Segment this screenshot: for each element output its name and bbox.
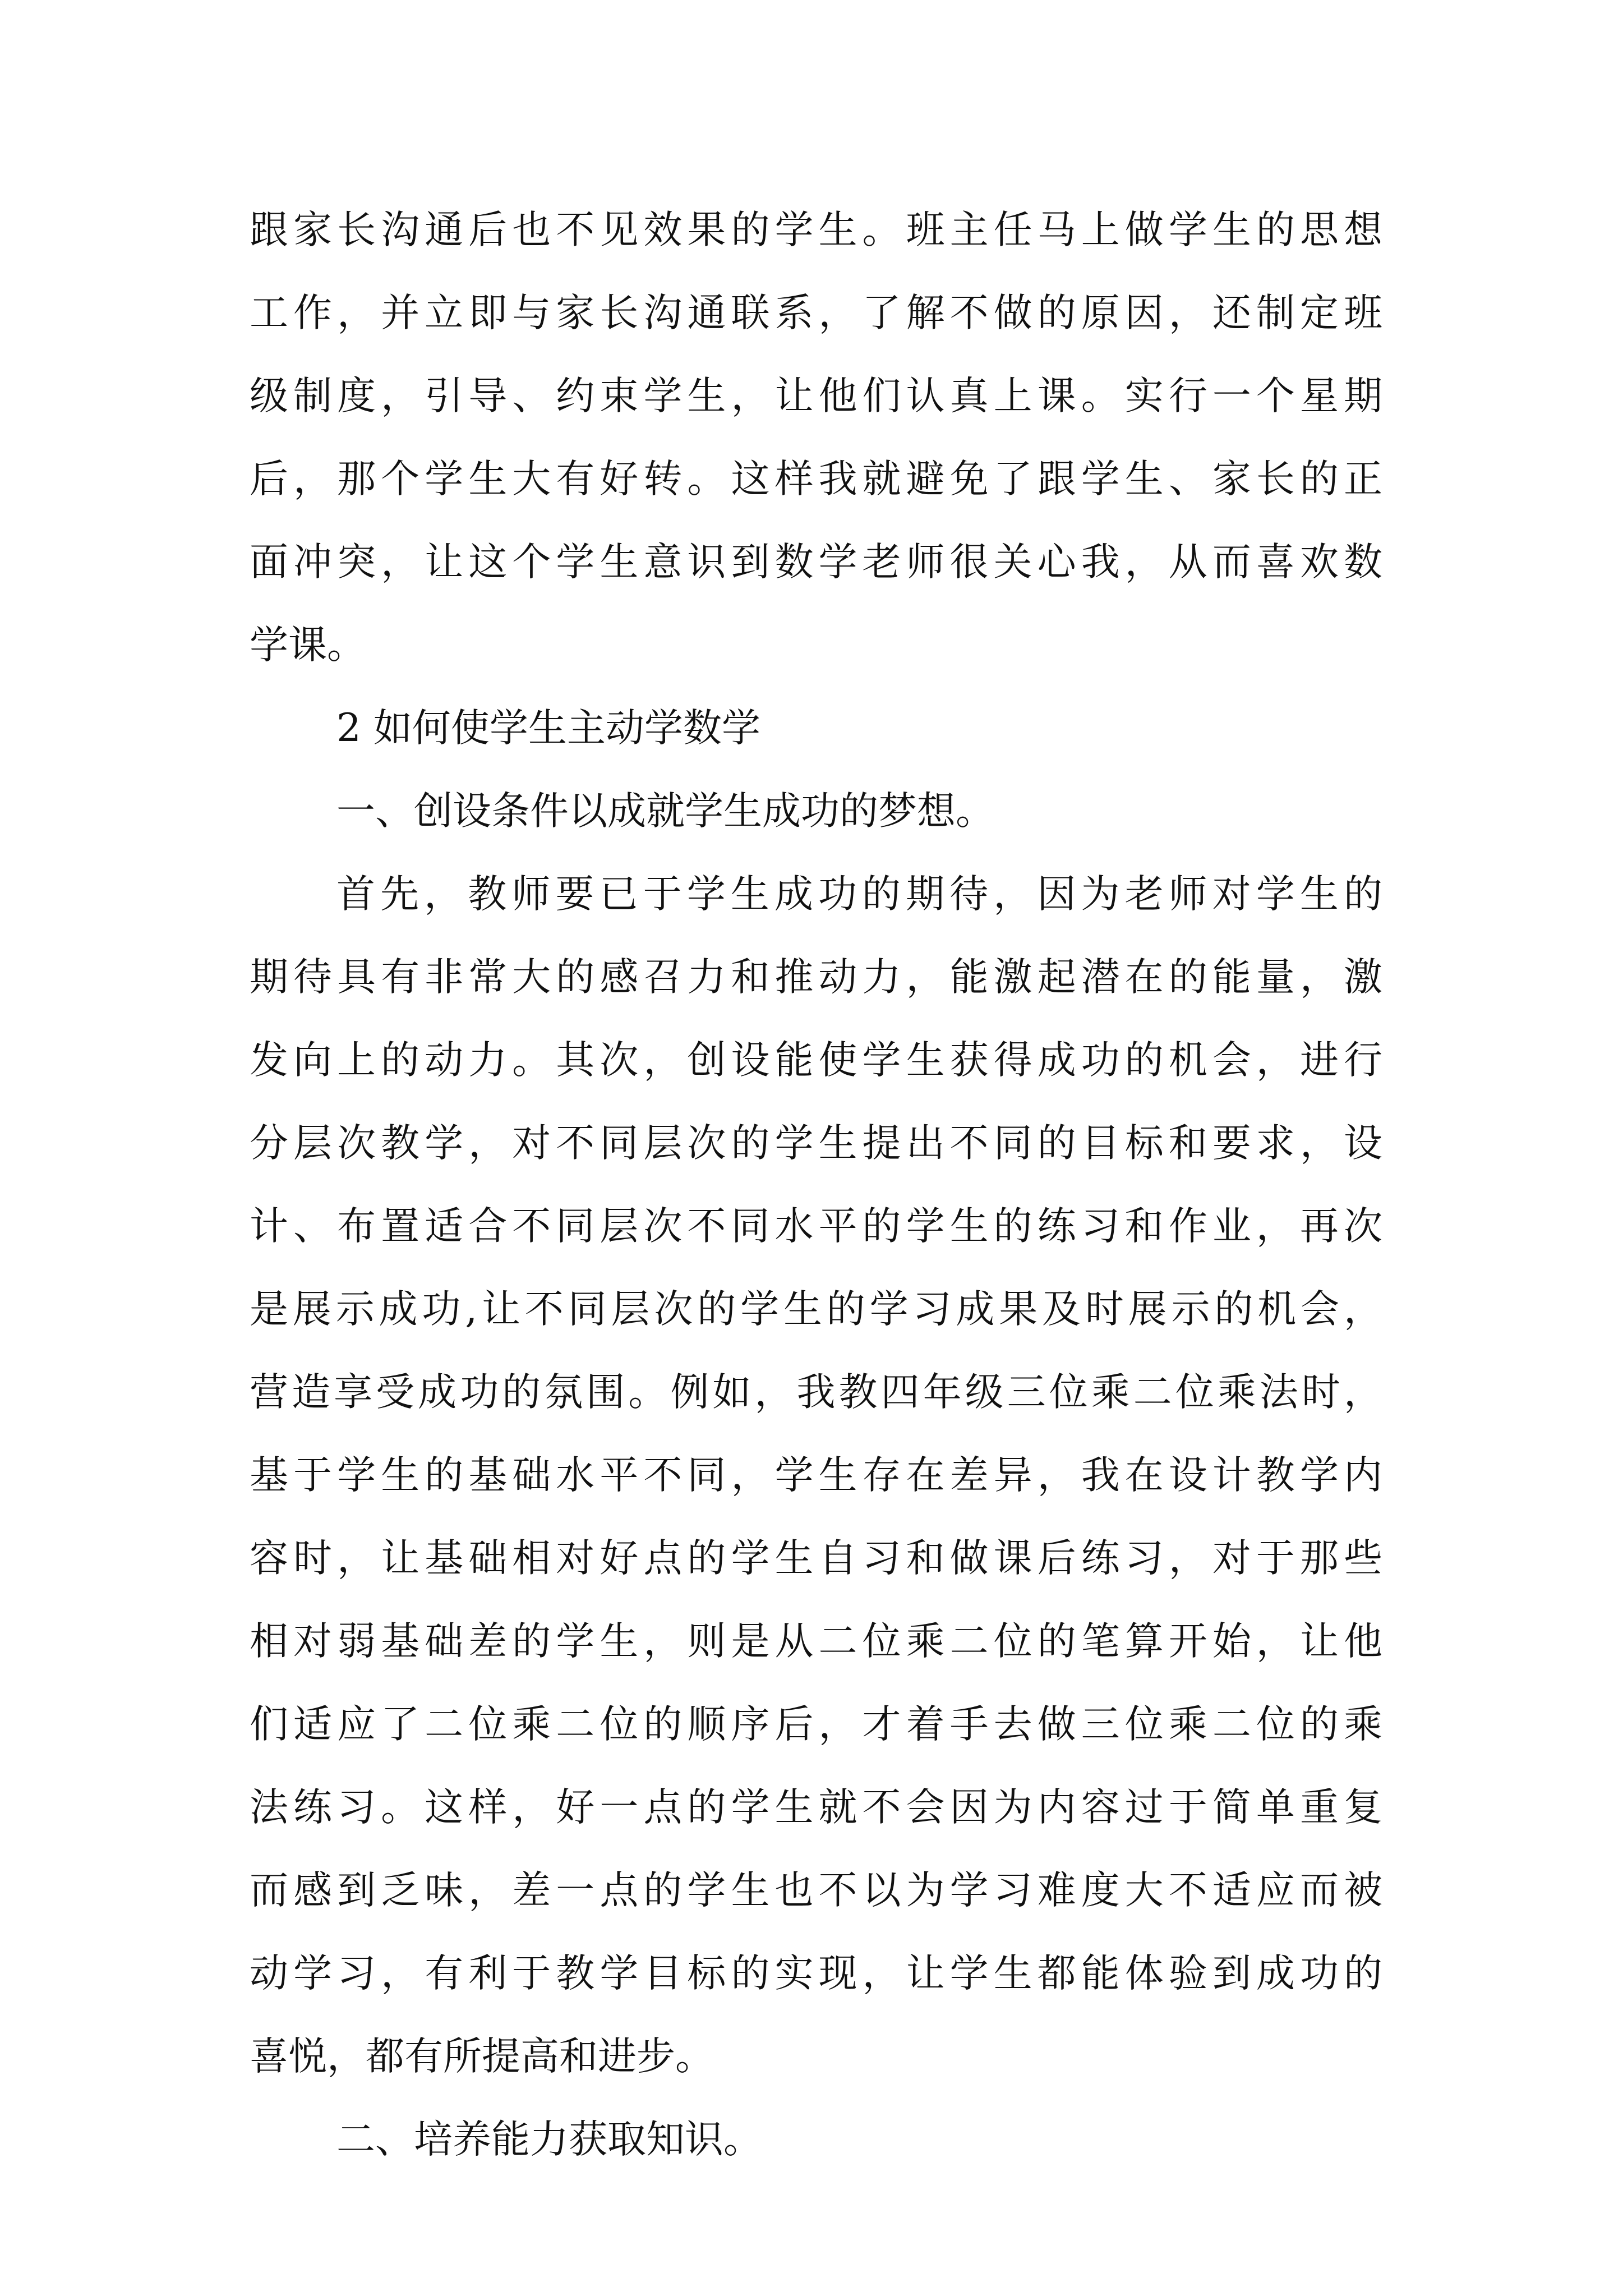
section-heading: 2 如何使学生主动学数学 xyxy=(336,706,760,751)
paragraph-line: 首先，教师要已于学生成功的期待，因为老师对学生的 xyxy=(336,872,1382,917)
paragraph-line: 发向上的动力。其次，创设能使学生获得成功的机会，进行 xyxy=(250,1038,1382,1083)
paragraph-line: 学课。 xyxy=(250,623,366,668)
paragraph-line: 而感到乏味，差一点的学生也不以为学习难度大不适应而被 xyxy=(250,1868,1382,1913)
subsection-heading: 一、创设条件以成就学生成功的梦想。 xyxy=(336,789,994,834)
paragraph-line: 容时，让基础相对好点的学生自习和做课后练习，对于那些 xyxy=(250,1536,1382,1581)
subsection-heading: 二、培养能力获取知识。 xyxy=(336,2117,762,2162)
paragraph-line: 后，那个学生大有好转。这样我就避免了跟学生、家长的正 xyxy=(250,457,1382,501)
paragraph-line: 营造享受成功的氛围。例如，我教四年级三位乘二位乘法时， xyxy=(250,1370,1382,1415)
paragraph-line: 喜悦，都有所提高和进步。 xyxy=(250,2034,714,2079)
paragraph-line: 面冲突，让这个学生意识到数学老师很关心我，从而喜欢数 xyxy=(250,540,1382,585)
paragraph-line: 期待具有非常大的感召力和推动力，能激起潜在的能量，激 xyxy=(250,955,1382,1000)
paragraph-line: 计、布置适合不同层次不同水平的学生的练习和作业，再次 xyxy=(250,1204,1382,1249)
paragraph-line: 相对弱基础差的学生，则是从二位乘二位的笔算开始，让他 xyxy=(250,1619,1382,1664)
paragraph-line: 级制度，引导、约束学生，让他们认真上课。实行一个星期 xyxy=(250,374,1382,418)
paragraph-line: 们适应了二位乘二位的顺序后，才着手去做三位乘二位的乘 xyxy=(250,1702,1382,1747)
paragraph-line: 跟家长沟通后也不见效果的学生。班主任马上做学生的思想 xyxy=(250,208,1382,252)
paragraph-line: 是展示成功,让不同层次的学生的学习成果及时展示的机会， xyxy=(250,1287,1382,1332)
paragraph-line: 动学习，有利于教学目标的实现，让学生都能体验到成功的 xyxy=(250,1951,1382,1996)
paragraph-line: 分层次教学，对不同层次的学生提出不同的目标和要求，设 xyxy=(250,1121,1382,1166)
paragraph-line: 法练习。这样，好一点的学生就不会因为内容过于简单重复 xyxy=(250,1785,1382,1830)
paragraph-line: 基于学生的基础水平不同，学生存在差异，我在设计教学内 xyxy=(250,1453,1382,1498)
paragraph-line: 工作，并立即与家长沟通联系，了解不做的原因，还制定班 xyxy=(250,291,1382,335)
